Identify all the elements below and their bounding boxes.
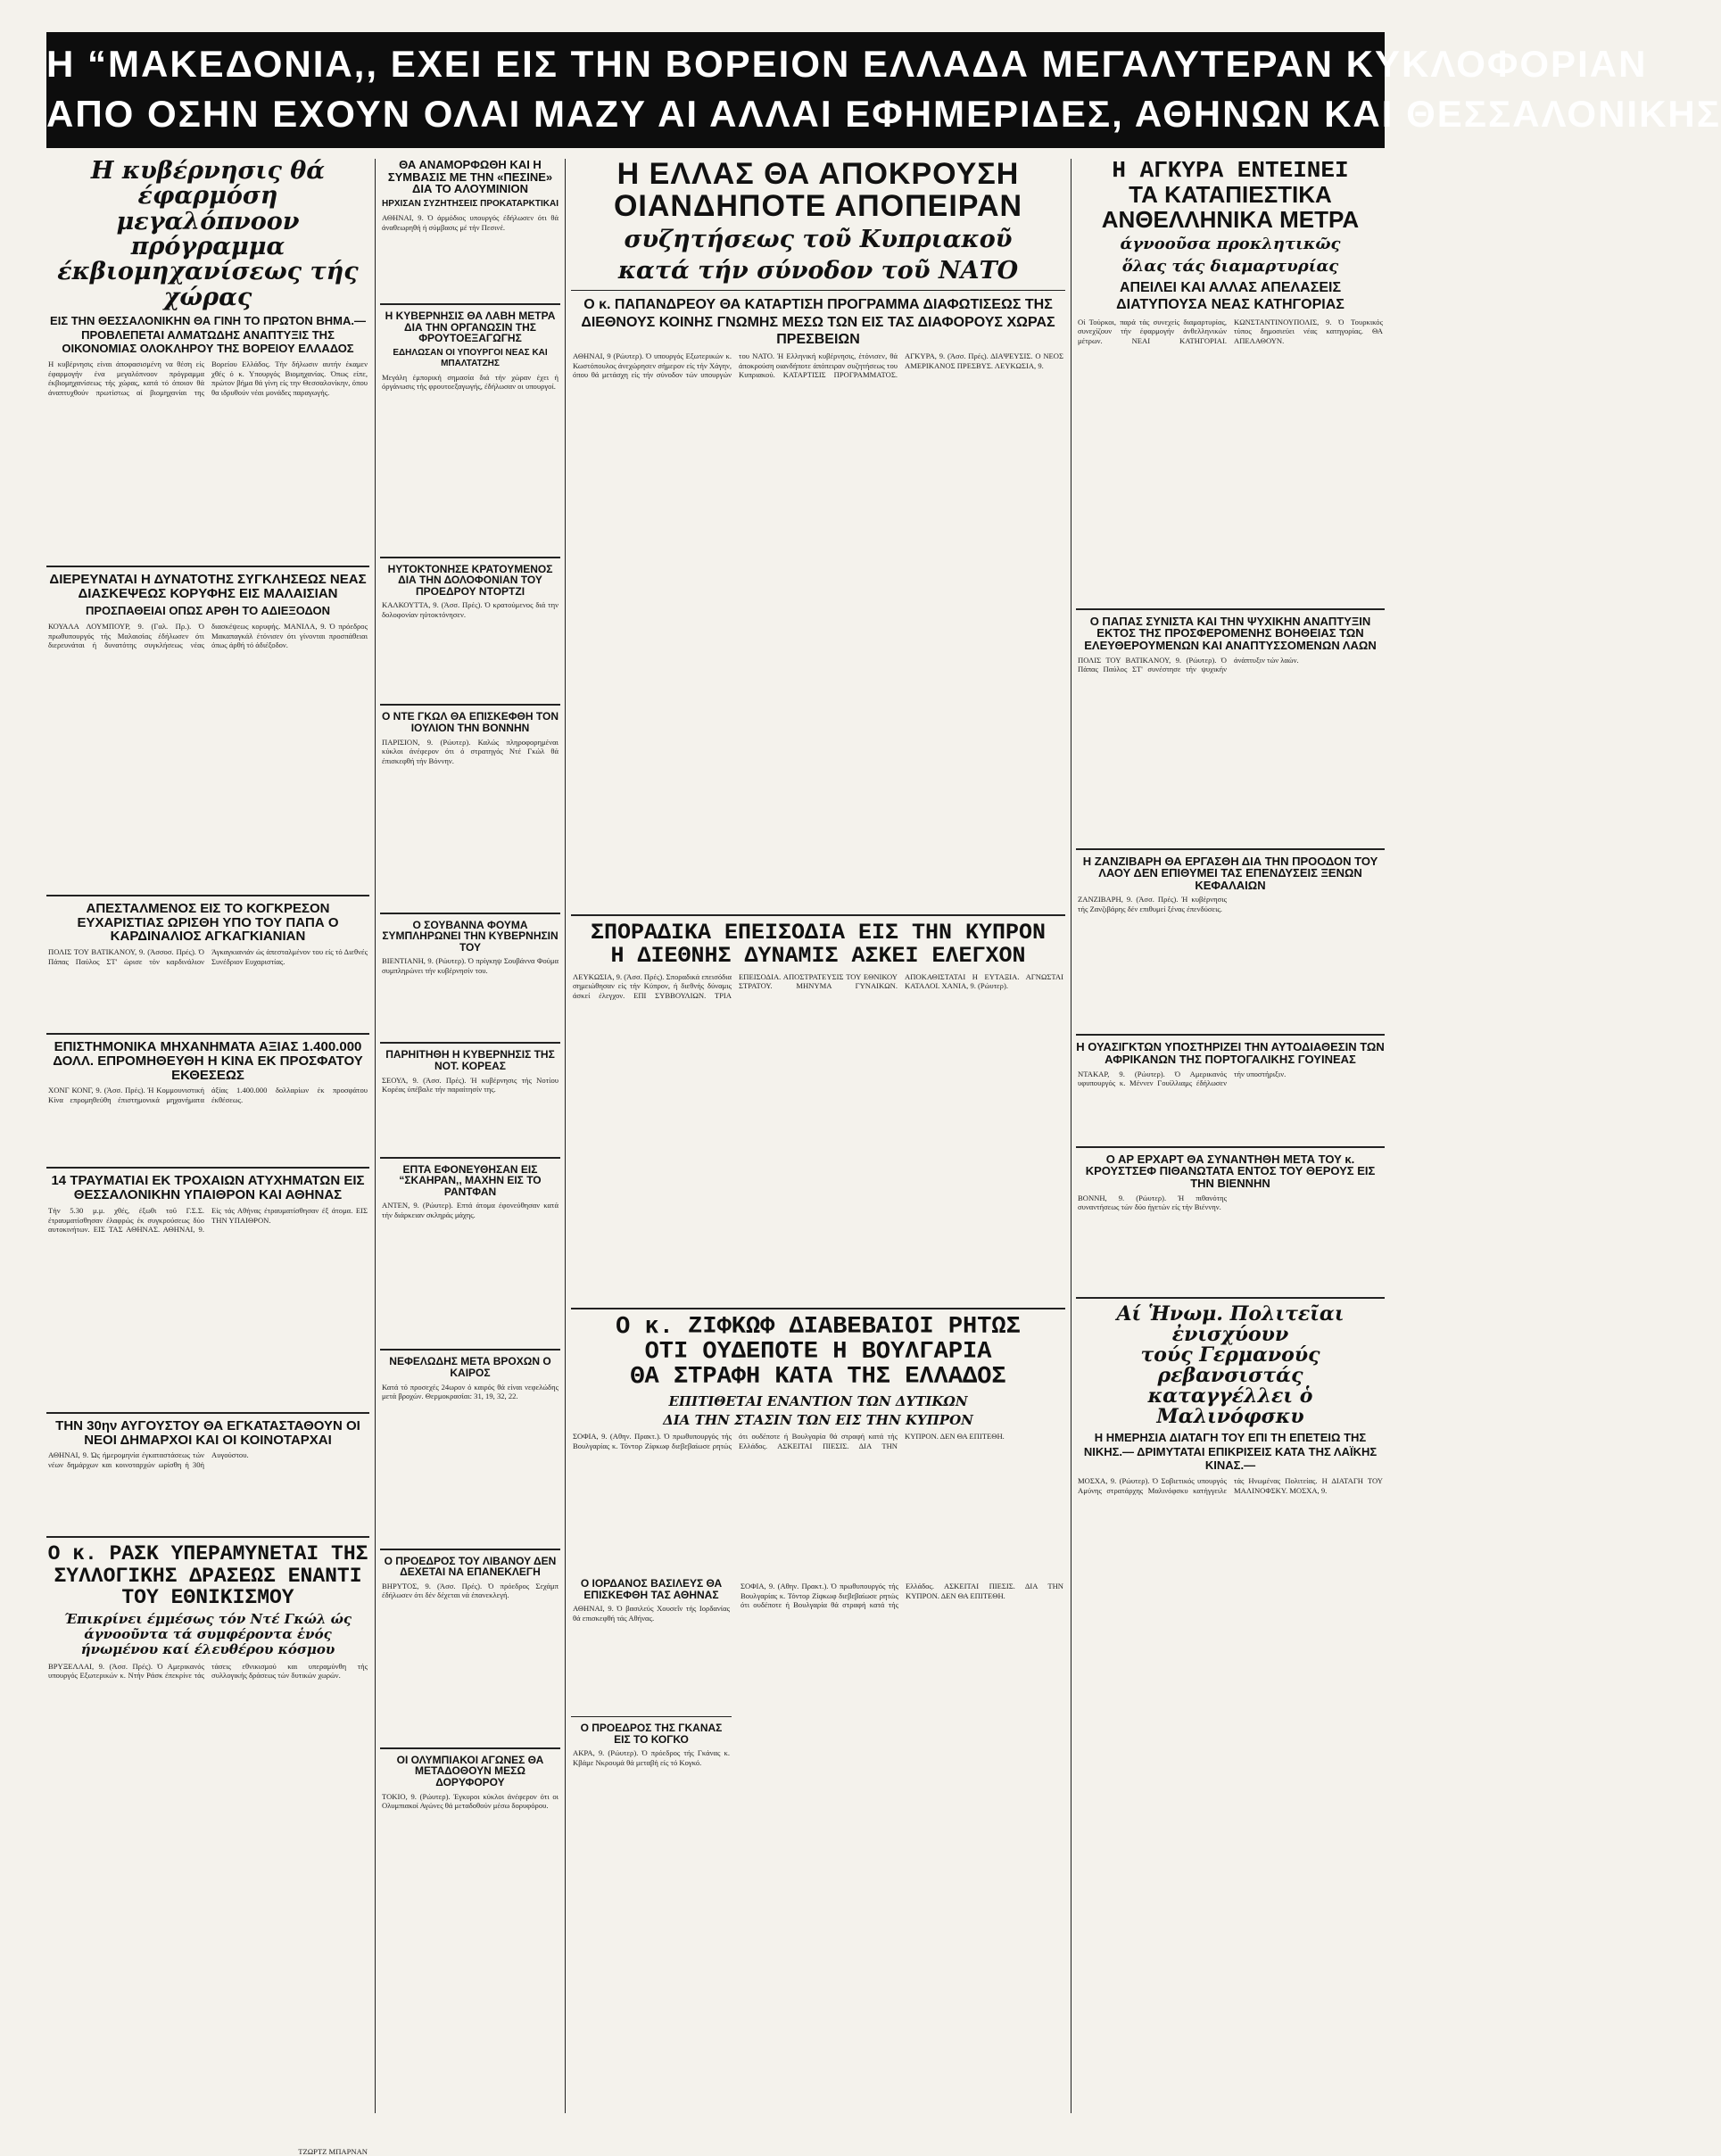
article-subheadline: ΔΙΑ ΤΗΝ ΣΤΑΣΙΝ ΤΩΝ ΕΙΣ ΤΗΝ ΚΥΠΡΟΝ	[663, 1411, 973, 1428]
article-body: ΑΘΗΝΑΙ, 9. Ό άρμόδιος υπουργός έδήλωσεν ότι θά άναθεωρηθή ή σύμβασις μέ τήν Πεσινέ.	[382, 212, 558, 232]
article-body: ΠΑΡΙΣΙΟΝ, 9. (Ρώυτερ). Καλώς πληροφορημέναι κύκλοι άνέφερον ότι ό στρατηγός Ντέ Γκώλ θά έπισκεφθή τήν Βόννην.	[382, 737, 558, 765]
banner-line-2: ΑΠΟ ΟΣΗΝ ΕΧΟΥΝ ΟΛΑΙ ΜΑΖΥ ΑΙ ΑΛΛΑΙ ΕΦΗΜΕΡΙΔΕΣ, ΑΘΗΝΩΝ ΚΑΙ ΘΕΣΣΑΛΟΝΙΚΗΣ	[46, 93, 1721, 135]
article-headline: ΔΙΕΡΕΥΝΑΤΑΙ Η ΔΥΝΑΤΟΤΗΣ ΣΥΓΚΛΗΣΕΩΣ ΝΕΑΣ ΔΙΑΣΚΕΨΕΩΣ ΚΟΡΥΦΗΣ ΕΙΣ ΜΑΛΑΙΣΙΑΝ	[49, 571, 367, 601]
column-center	[571, 159, 1065, 2113]
article-body: ΣΟΦΙΑ, 9. (Αθην. Πρακτ.). Ό πρωθυπουργός τής Βουλγαρίας κ. Τόντορ Ζίφκωφ διεβεβαίωσε ρητώς ότι ουδέποτε ή Βουλγαρία θά στραφή κατά τής Ελλάδος. ΑΣΚΕΙΤΑΙ ΠΙΕΣΙΣ. ΔΙΑ ΤΗΝ ΚΥΠΡΟΝ. ΔΕΝ ΘΑ ΕΠΙΤΕΘΗ.	[741, 1582, 1063, 1610]
article-subheadline: ὅλας τάς διαμαρτυρίας	[1121, 256, 1339, 276]
article-headline: Ο ΙΟΡΔΑΝΟΣ ΒΑΣΙΛΕΥΣ ΘΑ ΕΠΙΣΚΕΦΘΗ ΤΑΣ ΑΘΗΝΑΣ	[580, 1577, 723, 1601]
article-headline: ΑΠΕΣΤΑΛΜΕΝΟΣ ΕΙΣ ΤΟ ΚΟΓΚΡΕΣΟΝ ΕΥΧΑΡΙΣΤΙΑΣ ΩΡΙΣΘΗ ΥΠΟ ΤΟΥ ΠΑΠΑ Ο ΚΑΡΔΙΝΑΛΙΟΣ ΑΓΚΑΓΚΙΑΝΙΑΝ	[77, 900, 339, 945]
article-subheadline: ΕΔΗΛΩΣΑΝ ΟΙ ΥΠΟΥΡΓΟΙ ΝΕΑΣ ΚΑΙ ΜΠΑΛΤΑΤΖΗΣ	[393, 347, 548, 368]
article-body: ΑΚΡΑ, 9. (Ρώυτερ). Ό πρόεδρος τής Γκάνας κ. Κβάμε Νκρουμά θά μεταβή είς τό Κογκό.	[573, 1748, 730, 1768]
lead-deck: Ο κ. ΠΑΠΑΝΔΡΕΟΥ ΘΑ ΚΑΤΑΡΤΙΣΗ ΠΡΟΓΡΑΜΜΑ ΔΙΑΦΩΤΙΣΕΩΣ ΤΗΣ ΔΙΕΘΝΟΥΣ ΚΟΙΝΗΣ ΓΝΩΜΗΣ ΜΕΣΩ ΤΩΝ ΕΙΣ ΤΑΣ ΔΙΑΦΟΡΟΥΣ ΧΩΡΑΣ ΠΡΕΣΒΕΙΩΝ	[581, 297, 1055, 347]
article-body: Οί Τούρκοι, παρά τάς συνεχείς διαμαρτυρίας, συνεχίζουν τήν έφαρμογήν άνθελληνικών μέτρων. ΝΕΑΙ ΚΑΤΗΓΟΡΙΑΙ. ΚΩΝΣΤΑΝΤΙΝΟΥΠΟΛΙΣ, 9. Ό Τουρκικός τύπος δημοσιεύει νέας κατηγορίας. ΘΑ ΑΠΕΛΑΘΟΥΝ.	[1078, 317, 1383, 345]
article-body: ΛΕΥΚΩΣΙΑ, 9. (Άσσ. Πρές). Σποραδικά επεισόδια σημειώθησαν είς τήν Κύπρον, ή διεθνής δύναμις άσκεί έλεγχον. ΕΠΙ ΣΥΒΒΟΥΛΙΩΝ. ΤΡΙΑ ΕΠΕΙΣΟΔΙΑ. ΑΠΟΣΤΡΑΤΕΥΣΙΣ ΤΟΥ ΕΘΝΙΚΟΥ ΣΤΡΑΤΟΥ. ΜΗΝΥΜΑ ΓΥΝΑΙΚΩΝ. ΑΠΟΚΑΘΙΣΤΑΤΑΙ Η ΕΥΤΑΞΙΑ. ΑΓΝΩΣΤΑΙ ΚΑΤΑΛΟΙ. ΧΑΝΙΑ, 9. (Ρώυτερ).	[573, 971, 1063, 1000]
article-headline: ΟΙ ΟΛΥΜΠΙΑΚΟΙ ΑΓΩΝΕΣ ΘΑ ΜΕΤΑΔΟΘΟΥΝ ΜΕΣΩ ΔΟΡΥΦΟΡΟΥ	[396, 1753, 544, 1788]
article-headline: Η ΖΑΝΖΙΒΑΡΗ ΘΑ ΕΡΓΑΣΘΗ ΔΙΑ ΤΗΝ ΠΡΟΟΔΟΝ ΤΟΥ ΛΑΟΥ ΔΕΝ ΕΠΙΘΥΜΕΙ ΤΑΣ ΕΠΕΝΔΥΣΕΙΣ ΞΕΝΩΝ ΚΕΦΑΛΑΙΩΝ	[1082, 854, 1378, 892]
column-right	[1076, 159, 1385, 2113]
article-headline: Η ΑΓΚΥΡΑ ΕΝΤΕΙΝΕΙ	[1112, 157, 1349, 184]
article-body: ΠΟΛΙΣ ΤΟΥ ΒΑΤΙΚΑΝΟΥ, 9. (Ρώυτερ). Ό Πάπας Παύλος ΣΤ' συνέστησε τήν ψυχικήν άνάπτυξιν τών λαών.	[1078, 655, 1299, 674]
article-subheadline: Έπικρίνει έμμέσως τόν Ντέ Γκώλ ώς άγνοοῦντα τά συμφέροντα ἑνός ήνωμένου καί έλευθέρου κόσμου	[63, 1610, 352, 1658]
article-headline: Ο ΣΟΥΒΑΝΝΑ ΦΟΥΜΑ ΣΥΜΠΛΗΡΩΝΕΙ ΤΗΝ ΚΥΒΕΡΝΗΣΙΝ ΤΟΥ	[382, 918, 558, 954]
article-body: ΝΤΑΚΑΡ, 9. (Ρώυτερ). Ό Αμερικανός υφυπουργός κ. Μέννεν Γουίλλιαμς έδήλωσεν τήν υποστήριξιν.	[1078, 1069, 1287, 1088]
article-body: ΑΘΗΝΑΙ, 9. Ώς ήμερομηνία έγκαταστάσεως τών νέων δημάρχων και κοινοταρχών ωρίσθη ή 30ή Αυγούστου.	[48, 1450, 249, 1470]
article-headline: ΕΠΙΣΤΗΜΟΝΙΚΑ ΜΗΧΑΝΗΜΑΤΑ ΑΞΙΑΣ 1.400.000 ΔΟΛΛ. ΕΠΡΟΜΗΘΕΥΘΗ Η ΚΙΝΑ ΕΚ ΠΡΟΣΦΑΤΟΥ ΕΚΘΕΣΕΩΣ	[53, 1039, 363, 1083]
column-narrow	[380, 159, 560, 2113]
article-body: ΚΟΥΑΛΑ ΛΟΥΜΠΟΥΡ, 9. (Γαλ. Πρ.). Ό πρωθυπουργός τής Μαλαισίας έδήλωσεν ότι διερευνάται ή δυνατότης συγκλήσεως νέας διασκέψεως κορυφής. ΜΑΝΙΛΑ, 9. Ό πρόεδρος Μακαπαγκάλ έτόνισεν ότι γίνονται προσπάθειαι όπως άρθή τό άδιέξοδον.	[48, 621, 368, 650]
article-body: ΑΝΤΕΝ, 9. (Ρώυτερ). Επτά άτομα έφονεύθησαν κατά τήν διάρκειαν σκληράς μάχης.	[382, 1201, 558, 1220]
article-headline: ΤΑ ΚΑΤΑΠΙΕΣΤΙΚΑ	[1129, 181, 1332, 209]
article-headline: Ο ΠΡΟΕΔΡΟΣ ΤΗΣ ΓΚΑΝΑΣ ΕΙΣ ΤΟ ΚΟΓΚΟ	[580, 1722, 723, 1746]
byline: ΤΖΩΡΤΖ ΜΠΑΡΝΑΝ	[298, 2146, 368, 2156]
article-body: ΧΟΝΓ ΚΟΝΓ, 9. (Άσσ. Πρές). Ή Κομμουνιστική Κίνα επρομηθεύθη έπιστημονικά μηχανήματα άξίας 1.400.000 δολλαρίων έκ προσφάτου έκθέσεως.	[48, 1086, 368, 1105]
article-body: ΜΟΣΧΑ, 9. (Ρώυτερ). Ό Σοβιετικός υπουργός Αμύνης στρατάρχης Μαλινόφσκυ κατήγγειλε τάς Ηνωμένας Πολιτείας. Η ΔΙΑΤΑΓΗ ΤΟΥ ΜΑΛΙΝΟΦΣΚΥ. ΜΟΣΧΑ, 9.	[1078, 1476, 1383, 1495]
article-subheadline: ΠΡΟΣΠΑΘΕΙΑΙ ΟΠΩΣ ΑΡΘΗ ΤΟ ΑΔΙΕΞΟΔΟΝ	[85, 604, 330, 618]
article-headline: Ο ΠΡΟΕΔΡΟΣ ΤΟΥ ΛΙΒΑΝΟΥ ΔΕΝ ΔΕΧΕΤΑΙ ΝΑ ΕΠΑΝΕΚΛΕΓΗ	[384, 1554, 557, 1579]
article-headline: ΣΠΟΡΑΔΙΚΑ ΕΠΕΙΣΟΔΙΑ ΕΙΣ ΤΗΝ ΚΥΠΡΟΝ	[590, 920, 1047, 946]
article-headline: Ο κ. ΡΑΣΚ ΥΠΕΡΑΜΥΝΕΤΑΙ ΤΗΣ ΣΥΛΛΟΓΙΚΗΣ ΔΡΑΣΕΩΣ ΕΝΑΝΤΙ ΤΟΥ ΕΘΝΙΚΙΣΜΟΥ	[47, 1542, 368, 1609]
article-headline: τούς Γερμανούς ρεβανσιστάς	[1140, 1342, 1320, 1387]
column-left	[46, 157, 369, 2156]
article-headline: Ο κ. ΖΙΦΚΩΦ ΔΙΑΒΕΒΑΙΟΙ ΡΗΤΩΣ	[616, 1313, 1021, 1341]
article-headline: ΗΥΤΟΚΤΟΝΗΣΕ ΚΡΑΤΟΥΜΕΝΟΣ ΔΙΑ ΤΗΝ ΔΟΛΟΦΟΝΙΑΝ ΤΟΥ ΠΡΟΕΔΡΟΥ ΝΤΟΡΤΖΙ	[387, 562, 553, 598]
article-headline: Η ΚΥΒΕΡΝΗΣΙΣ ΘΑ ΛΑΒΗ ΜΕΤΡΑ ΔΙΑ ΤΗΝ ΟΡΓΑΝΩΣΙΝ ΤΗΣ ΦΡΟΥΤΟΕΞΑΓΩΓΗΣ	[385, 309, 556, 345]
article-headline: Η κυβέρνησις θά έφαρμόση μεγαλόπνοον πρόγραμμα έκβιομηχανίσεως τής χώρας	[57, 157, 359, 311]
article-body: Τήν 5.30 μ.μ. χθές, έξωθι τοῦ Γ.Σ.Σ. έτραυματίσθησαν έλαφρώς έκ συγκρούσεως δύο αυτοκινήτων. ΕΙΣ ΤΑΣ ΑΘΗΝΑΣ. ΑΘΗΝΑΙ, 9. Είς τάς Αθήνας έτραυματίσθησαν έξ άτομα. ΕΙΣ ΤΗΝ ΥΠΑΙΘΡΟΝ.	[48, 1205, 368, 1235]
article-body: ΣΟΦΙΑ, 9. (Αθην. Πρακτ.). Ό πρωθυπουργός τής Βουλγαρίας κ. Τόντορ Ζίφκωφ διεβεβαίωσε ρητώς ότι ουδέποτε ή Βουλγαρία θά στραφή κατά τής Ελλάδος. ΑΣΚΕΙΤΑΙ ΠΙΕΣΙΣ. ΔΙΑ ΤΗΝ ΚΥΠΡΟΝ. ΔΕΝ ΘΑ ΕΠΙΤΕΘΗ.	[573, 1432, 1005, 1450]
article-body: ΚΑΛΚΟΥΤΤΑ, 9. (Άσσ. Πρές). Ό κρατούμενος διά την δολοφονίαν ηὐτοκτόνησεν.	[382, 600, 558, 620]
article-headline: Ο ΠΑΠΑΣ ΣΥΝΙΣΤΑ ΚΑΙ ΤΗΝ ΨΥΧΙΚΗΝ ΑΝΑΠΤΥΞΙΝ ΕΚΤΟΣ ΤΗΣ ΠΡΟΣΦΕΡΟΜΕΝΗΣ ΒΟΗΘΕΙΑΣ ΤΩΝ ΕΛΕΥΘΕΡΟΥΜΕΝΩΝ ΚΑΙ ΑΝΑΠΤΥΣΣΟΜΕΝΩΝ ΛΑΩΝ	[1084, 614, 1377, 652]
article-body: Κατά τό προσεχές 24ωρον ό καιρός θά είναι νεφελώδης μετά βροχών. Θερμοκρασίαι: 31, 19, 32, 22.	[382, 1382, 558, 1401]
article-body: ΒΟΝΝΗ, 9. (Ρώυτερ). Ή πιθανότης συναντήσεως τών δύο ήγετών είς τήν Βιέννην.	[1078, 1193, 1227, 1212]
article-headline: ΤΗΝ 30ην ΑΥΓΟΥΣΤΟΥ ΘΑ ΕΓΚΑΤΑΣΤΑΘΟΥΝ ΟΙ ΝΕΟΙ ΔΗΜΑΡΧΟΙ ΚΑΙ ΟΙ ΚΟΙΝΟΤΑΡΧΑΙ	[55, 1417, 360, 1448]
article-body: ΒΗΡΥΤΟΣ, 9. (Άσσ. Πρές). Ό πρόεδρος Σεχάμπ έδήλωσεν ότι δέν δέχεται νά έπανεκλεγή.	[382, 1581, 558, 1600]
masthead-banner	[46, 32, 1721, 148]
article-subheadline: άγνοοῦσα προκλητικῶς	[1120, 234, 1341, 253]
column-rule	[565, 159, 566, 2113]
article-body: ΖΑΝΖΙΒΑΡΗ, 9. (Άσσ. Πρές). Ή κυβέρνησις τής Ζανζιβάρης δέν επιθυμεί ξένας έπενδύσεις.	[1078, 895, 1227, 914]
article-subheadline: ΕΠΙΤΙΘΕΤΑΙ ΕΝΑΝΤΙΟΝ ΤΩΝ ΔΥΤΙΚΩΝ	[668, 1392, 968, 1409]
article-headline: ΟΤΙ ΟΥΔΕΠΟΤΕ Η ΒΟΥΛΓΑΡΙΑ	[644, 1338, 992, 1366]
article-body: ΑΘΗΝΑΙ, 9 (Ρώυτερ). Ό υπουργός Εξωτερικών κ. Κωστόπουλος άνεχώρησεν σήμερον είς τήν Χάγην, όπου θά μετάσχη είς τήν σύνοδον τών υπουργών του ΝΑΤΟ. Ή Ελληνική κυβέρνησις, έτόνισεν, θά άποκρούση οιανδήποτε άπόπειραν συζητήσεως του Κυπριακού. ΚΑΤΑΡΤΙΣΙΣ ΠΡΟΓΡΑΜΜΑΤΟΣ. ΑΓΚΥΡΑ, 9. (Άσσ. Πρές). ΔΙΑΨΕΥΣΙΣ. Ο ΝΕΟΣ ΑΜΕΡΙΚΑΝΟΣ ΠΡΕΣΒΥΣ. ΛΕΥΚΩΣΙΑ, 9.	[573, 351, 1063, 380]
article-headline: Ο ΑΡ ΕΡΧΑΡΤ ΘΑ ΣΥΝΑΝΤΗΘΗ ΜΕΤΑ ΤΟΥ κ. ΚΡΟΥΣΤΣΕΦ ΠΙΘΑΝΩΤΑΤΑ ΕΝΤΟΣ ΤΟΥ ΘΕΡΟΥΣ ΕΙΣ ΤΗΝ ΒΙΕΝΝΗΝ	[1085, 1152, 1376, 1191]
article-headline: ΝΕΦΕΛΩΔΗΣ ΜΕΤΑ ΒΡΟΧΩΝ Ο ΚΑΙΡΟΣ	[389, 1355, 551, 1380]
article-headline: Ο ΝΤΕ ΓΚΩΛ ΘΑ ΕΠΙΣΚΕΦΘΗ ΤΟΝ ΙΟΥΛΙΟΝ ΤΗΝ ΒΟΝΝΗΝ	[381, 710, 559, 735]
article-body: ΠΟΛΙΣ ΤΟΥ ΒΑΤΙΚΑΝΟΥ, 9. (Άσσοσ. Πρές). Ό Πάπας Παύλος ΣΤ' ώρισε τόν καρδινάλιον Άγκαγκιανιάν ώς άπεσταλμένον του είς τό Διεθνές Συνέδριον Ευχαριστίας.	[48, 947, 368, 966]
article-headline: ΕΠΤΑ ΕΦΟΝΕΥΘΗΣΑΝ ΕΙΣ “ΣΚΑΗΡΑΝ,, ΜΑΧΗΝ ΕΙΣ ΤΟ ΡΑΝΤΦΑΝ	[399, 1162, 542, 1198]
column-rule	[375, 159, 376, 2113]
banner-line-1: Η “ΜΑΚΕΔΟΝΙΑ,, ΕΧΕΙ ΕΙΣ ΤΗΝ ΒΟΡΕΙΟΝ ΕΛΛΑΔΑ ΜΕΓΑΛΥΤΕΡΑΝ ΚΥΚΛΟΦΟΡΙΑΝ	[46, 43, 1648, 85]
article-headline: 14 ΤΡΑΥΜΑΤΙΑΙ ΕΚ ΤΡΟΧΑΙΩΝ ΑΤΥΧΗΜΑΤΩΝ ΕΙΣ ΘΕΣΣΑΛΟΝΙΚΗΝ ΥΠΑΙΘΡΟΝ ΚΑΙ ΑΘΗΝΑΣ	[51, 1173, 365, 1203]
article-subheadline: ΕΙΣ ΤΗΝ ΘΕΣΣΑΛΟΝΙΚΗΝ ΘΑ ΓΙΝΗ ΤΟ ΠΡΩΤΟΝ ΒΗΜΑ.— ΠΡΟΒΛΕΠΕΤΑΙ ΑΛΜΑΤΩΔΗΣ ΑΝΑΠΤΥΞΙΣ ΤΗΣ ΟΙΚΟΝΟΜΙΑΣ ΟΛΟΚΛΗΡΟΥ ΤΗΣ ΒΟΡΕΙΟΥ ΕΛΛΑΔΟΣ	[50, 314, 366, 356]
article-body: ΒΡΥΞΕΛΛΑΙ, 9. (Άσσ. Πρές). Ό Αμερικανός υπουργός Εξωτερικών κ. Ντήν Ράσκ έπεκρίνε τάς τάσεις εθνικισμού και υπεραμύνθη τής συλλογικής δράσεως τών δυτικών χωρών.	[48, 1661, 368, 1681]
article-deck: ΑΠΕΙΛΕΙ ΚΑΙ ΑΛΛΑΣ ΑΠΕΛΑΣΕΙΣ ΔΙΑΤΥΠΟΥΣΑ ΝΕΑΣ ΚΑΤΗΓΟΡΙΑΣ	[1116, 280, 1345, 313]
article-headline: Αί Ἡνωμ. Πολιτεῖαι ἐνισχύουν	[1116, 1301, 1345, 1346]
article-headline: Η ΟΥΑΣΙΓΚΤΩΝ ΥΠΟΣΤΗΡΙΖΕΙ ΤΗΝ ΑΥΤΟΔΙΑΘΕΣΙΝ ΤΩΝ ΑΦΡΙΚΑΝΩΝ ΤΗΣ ΠΟΡΤΟΓΑΛΙΚΗΣ ΓΟΥΙΝΕΑΣ	[1076, 1040, 1385, 1067]
lead-subheadline: κατά τήν σύνοδον τοῦ ΝΑΤΟ	[617, 257, 1019, 285]
article-headline: ΘΑ ΣΤΡΑΦΗ ΚΑΤΑ ΤΗΣ ΕΛΛΑΔΟΣ	[630, 1364, 1006, 1392]
article-deck: Η ΗΜΕΡΗΣΙΑ ΔΙΑΤΑΓΗ ΤΟΥ ΕΠΙ ΤΗ ΕΠΕΤΕΙΩ ΤΗΣ ΝΙΚΗΣ.— ΔΡΙΜΥΤΑΤΑΙ ΕΠΙΚΡΙΣΕΙΣ ΚΑΤΑ ΤΗΣ ΛΑΪΚΗΣ ΚΙΝΑΣ.—	[1083, 1431, 1378, 1473]
article-body: ΤΟΚΙΟ, 9. (Ρώυτερ). Έγκυροι κύκλοι άνέφερον ότι οι Ολυμπιακοί Αγώνες θά μεταδοθούν μέσω δορυφόρου.	[382, 1791, 558, 1811]
article-body: Η κυβέρνησις είναι άποφασισμένη να θέση είς έφαρμογήν ένα μεγαλόπνοον πρόγραμμα έκβιομηχανίσεως τής χώρας, κατά τό όποιον θά άναπτυχθούν πρωτίστως αί βιομηχανίαι της Βορείου Ελλάδος. Τήν δήλωσιν αυτήν έκαμεν χθές ό κ. Υπουργός Βιομηχανίας. Όπως είπε, πρώτον βήμα θά γίνη είς την Θεσσαλονίκην, όπου θα ιδρυθούν νέαι μονάδες παραγωγής.	[48, 359, 368, 397]
article-headline: Η ΔΙΕΘΝΗΣ ΔΥΝΑΜΙΣ ΑΣΚΕΙ ΕΛΕΓΧΟΝ	[610, 943, 1026, 970]
article-headline: ΑΝΘΕΛΛΗΝΙΚΑ ΜΕΤΡΑ	[1101, 205, 1360, 233]
article-body: ΒΙΕΝΤΙΑΝΗ, 9. (Ρώυτερ). Ό πρίγκηψ Σουβάννα Φούμα συμπληρώνει τήν κυβέρνησίν του.	[382, 956, 558, 976]
article-headline: καταγγέλλει ὁ Μαλινόφσκυ	[1147, 1384, 1313, 1429]
article-headline: ΠΑΡΗΙΤΗΘΗ Η ΚΥΒΕΡΝΗΣΙΣ ΤΗΣ ΝΟΤ. ΚΟΡΕΑΣ	[385, 1048, 555, 1073]
article-subheadline: ΗΡΧΙΣΑΝ ΣΥΖΗΤΗΣΕΙΣ ΠΡΟΚΑΤΑΡΚΤΙΚΑΙ	[382, 198, 558, 209]
article-body: ΑΘΗΝΑΙ, 9. Ό βασιλεύς Χουσεΐν τής Ιορδανίας θά επισκεφθή τάς Αθήνας.	[573, 1604, 730, 1623]
article-body: ΣΕΟΥΛ, 9. (Άσσ. Πρές). Ή κυβέρνησις τής Νοτίου Κορέας ύπέβαλε τήν παραίτησίν της.	[382, 1075, 558, 1095]
lead-subheadline: συζητήσεως τοῦ Κυπριακοῦ	[624, 226, 1013, 254]
lead-headline: Η ΕΛΛΑΣ ΘΑ ΑΠΟΚΡΟΥΣΗ ΟΙΑΝΔΗΠΟΤΕ ΑΠΟΠΕΙΡΑΝ	[613, 157, 1023, 223]
article-body: Μεγάλη έμπορική σημασία διά τήν χώραν έχει ή όργάνωσις τής φρουτοεξαγωγής, έδήλωσαν οι υπουργοί.	[382, 372, 558, 392]
article-headline: ΘΑ ΑΝΑΜΟΡΦΩΘΗ ΚΑΙ Η ΣΥΜΒΑΣΙΣ ΜΕ ΤΗΝ «ΠΕΣΙΝΕ» ΔΙΑ ΤΟ ΑΛΟΥΜΙΝΙΟΝ	[387, 158, 553, 196]
